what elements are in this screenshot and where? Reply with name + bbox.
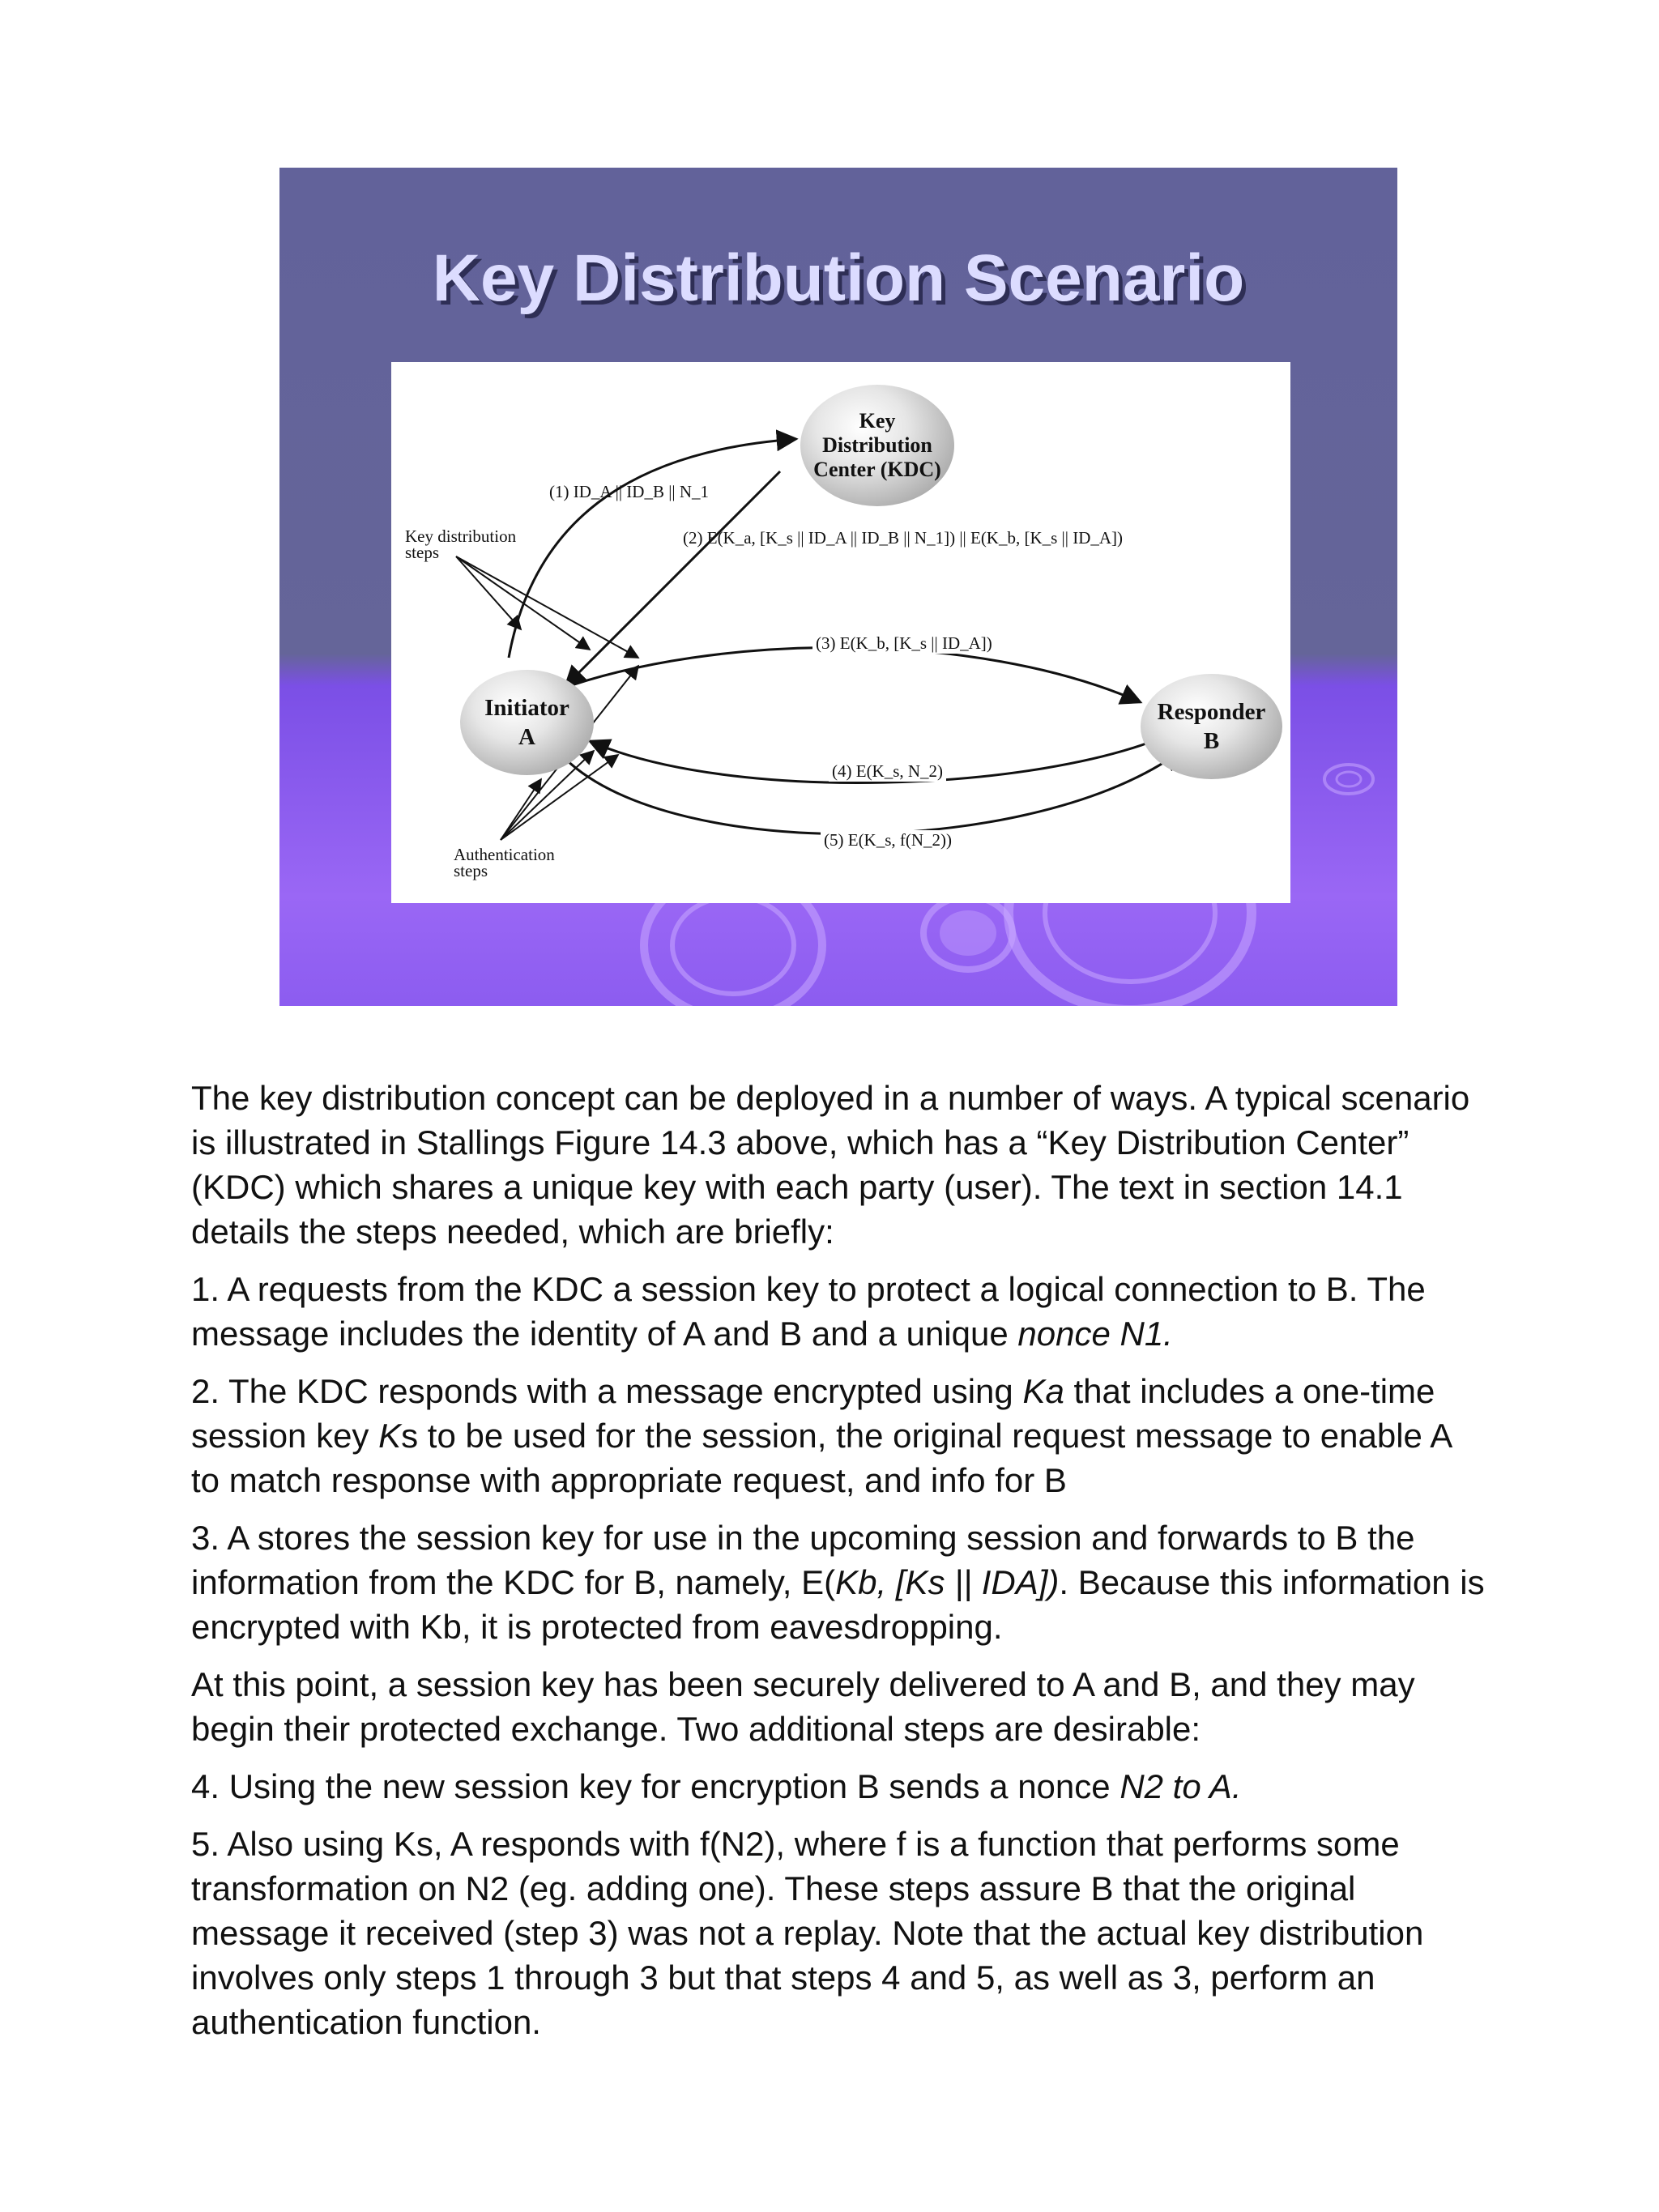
- msg2-label: (2) E(K_a, [K_s || ID_A || ID_B || N_1]) || E(K_b, [K_s || ID_A]): [683, 528, 1124, 548]
- auth-steps-label: Authentication steps: [454, 845, 555, 880]
- slide-image: [279, 168, 1397, 1006]
- body-text: [191, 1076, 1487, 2057]
- step-5-paragraph: 5. Also using Ks, A responds with f(N2), where f is a function that performs some transformation on N2 (eg. adding one). These steps assure B that the original message it received (step 3) was not a replay. Note that the actual key distribution involves only steps 1 through 3 but that steps 4 and 5, as well as 3, perform an authentication function.: [191, 1825, 1424, 2041]
- initiator-node: Initiator A: [460, 670, 594, 775]
- step-4-paragraph: 4. Using the new session key for encryption B sends a nonce N2 to A.: [191, 1767, 1242, 1805]
- step-2-paragraph: 2. The KDC responds with a message encrypted using Ka that includes a one-time session key Ks to be used for the session, the original request message to enable A to match response with appropriate request, and info for B: [191, 1372, 1451, 1499]
- intro-paragraph: The key distribution concept can be deployed in a number of ways. A typical scenario is illustrated in Stallings Figure 14.3 above, which has a “Key Distribution Center” (KDC) which shares a unique key with each party (user). The text in section 14.1 details the steps needed, which are briefly:: [191, 1079, 1470, 1251]
- msg1-label: (1) ID_A || ID_B || N_1: [549, 482, 710, 501]
- key-distribution-diagram: [391, 362, 1290, 903]
- slide-title: Key Distribution Scenario: [432, 241, 1245, 315]
- step-3-paragraph: 3. A stores the session key for use in the upcoming session and forwards to B the information from the KDC for B, namely, E(Kb, [Ks || IDA]). Because this information is encrypted with Kb, it is protected from eavesdropping.: [191, 1519, 1485, 1646]
- msg3-label: (3) E(K_b, [K_s || ID_A]): [812, 633, 996, 654]
- msg5-label: (5) E(K_s, f(N_2)): [821, 830, 955, 850]
- key-steps-label: Key distribution steps: [405, 526, 517, 562]
- step-1-paragraph: 1. A requests from the KDC a session key to protect a logical connection to B. The message includes the identity of A and B and a unique nonce N1.: [191, 1270, 1426, 1353]
- point-paragraph: At this point, a session key has been securely delivered to A and B, and they may begin their protected exchange. Two additional steps are desirable:: [191, 1665, 1415, 1748]
- msg4-label: (4) E(K_s, N_2): [829, 761, 946, 782]
- arrow-msg1: [509, 439, 796, 658]
- responder-node: Responder B: [1141, 674, 1282, 779]
- kdc-node: Key Distribution Center (KDC): [800, 385, 954, 506]
- arrow-msg3: [557, 647, 1141, 702]
